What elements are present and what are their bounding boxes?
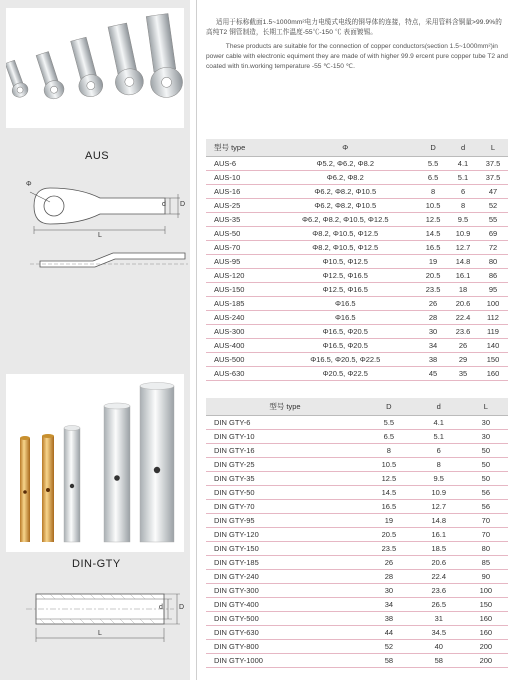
table-row [206, 212, 508, 226]
table-cell: DIN GTY-10 [206, 429, 364, 443]
table-header-cell: d [414, 398, 464, 415]
aus-lug-5 [141, 13, 184, 100]
table-cell: 23.6 [448, 324, 478, 338]
table-header-cell: d [448, 139, 478, 156]
table-cell: 9.5 [448, 212, 478, 226]
table-cell: AUS-10 [206, 170, 272, 184]
table-cell: 95 [478, 282, 508, 296]
table-cell: Φ10.5, Φ12.5 [272, 254, 418, 268]
table-cell: 35 [448, 366, 478, 380]
table-cell: DIN GTY-95 [206, 513, 364, 527]
aus-lug-2 [33, 50, 67, 101]
table-cell: 38 [364, 611, 414, 625]
dim-D-label: D [180, 201, 186, 208]
table-row [206, 338, 508, 352]
table-cell: 6.5 [364, 429, 414, 443]
table-cell: 20.6 [414, 555, 464, 569]
table-cell: Φ5.2, Φ6.2, Φ8.2 [272, 156, 418, 170]
table-cell: Φ16.5, Φ20.5, Φ22.5 [272, 352, 418, 366]
table-cell: 20.5 [364, 527, 414, 541]
aus-lug-1 [6, 59, 30, 99]
table-cell: Φ8.2, Φ10.5, Φ12.5 [272, 226, 418, 240]
table-cell: 30 [418, 324, 448, 338]
table-cell: 23.5 [418, 282, 448, 296]
table-cell: 200 [464, 639, 508, 653]
aus-lug-4 [104, 22, 146, 97]
table-cell: Φ16.5, Φ20.5 [272, 324, 418, 338]
table-row [206, 499, 508, 513]
table-cell: 19 [418, 254, 448, 268]
description-zh: 适用于标称截面1.5~1000mm²电力电缆式电线的铜导体的连接，特点，采用管料含铜量>99.9%的高纯T2 铜管制造，长期工作温度-55℃-150 ℃ 表面镀锡。 [206, 19, 502, 36]
gty-copper-2 [42, 434, 54, 542]
table-cell: 10.5 [418, 198, 448, 212]
table-cell: 119 [478, 324, 508, 338]
table-row [206, 597, 508, 611]
table-header-cell: D [364, 398, 414, 415]
table-cell: 150 [464, 597, 508, 611]
table-row [206, 471, 508, 485]
table-cell: 38 [418, 352, 448, 366]
table-cell: 72 [478, 240, 508, 254]
table-cell: 160 [478, 366, 508, 380]
table-cell: 80 [464, 541, 508, 555]
table-cell: 10.5 [364, 457, 414, 471]
gty-silver-1 [64, 426, 80, 543]
table-cell: 90 [464, 569, 508, 583]
table-cell: 14.8 [448, 254, 478, 268]
table-cell: DIN GTY-120 [206, 527, 364, 541]
table-row [206, 240, 508, 254]
table-row [206, 296, 508, 310]
table-cell: DIN GTY-800 [206, 639, 364, 653]
table-cell: 12.5 [418, 212, 448, 226]
table-row [206, 569, 508, 583]
table-cell: 8 [414, 457, 464, 471]
table-cell: DIN GTY-185 [206, 555, 364, 569]
table-cell: 22.4 [448, 310, 478, 324]
table-cell: 5.1 [414, 429, 464, 443]
table-cell: 52 [478, 198, 508, 212]
table-cell: Φ12.5, Φ16.5 [272, 282, 418, 296]
table-cell: 16.5 [418, 240, 448, 254]
table-cell: 4.1 [414, 415, 464, 429]
table-cell: Φ6.2, Φ8.2, Φ10.5 [272, 184, 418, 198]
table-cell: 19 [364, 513, 414, 527]
table-cell: DIN GTY-400 [206, 597, 364, 611]
gty-dim-d-label: d [159, 604, 163, 611]
table-cell: 26 [364, 555, 414, 569]
gty-silver-3 [140, 383, 174, 543]
dim-d-label: d [162, 201, 166, 208]
table-cell: 26.5 [414, 597, 464, 611]
table-row [206, 352, 508, 366]
table-cell: DIN GTY-50 [206, 485, 364, 499]
table-row [206, 198, 508, 212]
table-cell: 23.5 [364, 541, 414, 555]
table-cell: 37.5 [478, 156, 508, 170]
table-cell: DIN GTY-16 [206, 443, 364, 457]
table-cell: Φ6.2, Φ8.2 [272, 170, 418, 184]
table-cell: 200 [464, 653, 508, 667]
din-gty-spec-table [206, 398, 508, 668]
table-row [206, 457, 508, 471]
table-cell: AUS-185 [206, 296, 272, 310]
table-cell: AUS-630 [206, 366, 272, 380]
table-cell: 18.5 [414, 541, 464, 555]
table-row [206, 653, 508, 667]
table-cell: 23.6 [414, 583, 464, 597]
table-cell: 16.5 [364, 499, 414, 513]
table-cell: DIN GTY-300 [206, 583, 364, 597]
table-row [206, 541, 508, 555]
table-row [206, 310, 508, 324]
table-cell: AUS-400 [206, 338, 272, 352]
table-cell: DIN GTY-35 [206, 471, 364, 485]
table-cell: 100 [478, 296, 508, 310]
table-cell: 31 [414, 611, 464, 625]
table-cell: 37.5 [478, 170, 508, 184]
table-cell: Φ6.2, Φ8.2, Φ10.5, Φ12.5 [272, 212, 418, 226]
table-cell: 56 [464, 499, 508, 513]
aus-spec-table [206, 139, 508, 381]
table-cell: 16.1 [414, 527, 464, 541]
table-header-cell: D [418, 139, 448, 156]
table-row [206, 443, 508, 457]
table-cell: 6.5 [418, 170, 448, 184]
table-row [206, 226, 508, 240]
table-cell: Φ12.5, Φ16.5 [272, 268, 418, 282]
table-cell: AUS-6 [206, 156, 272, 170]
table-cell: 8 [364, 443, 414, 457]
table-header-cell: 型号 type [206, 139, 272, 156]
table-cell: 70 [464, 527, 508, 541]
table-row [206, 583, 508, 597]
table-cell: DIN GTY-1000 [206, 653, 364, 667]
table-cell: 56 [464, 485, 508, 499]
table-cell: 12.7 [448, 240, 478, 254]
aus-lugs-photo [6, 8, 184, 128]
table-cell: 5.5 [364, 415, 414, 429]
table-cell: Φ6.2, Φ8.2, Φ10.5 [272, 198, 418, 212]
table-cell: AUS-240 [206, 310, 272, 324]
table-cell: AUS-16 [206, 184, 272, 198]
table-cell: 80 [478, 254, 508, 268]
gty-dim-L-label: L [98, 630, 102, 637]
table-row [206, 268, 508, 282]
table-cell: 44 [364, 625, 414, 639]
table-cell: 22.4 [414, 569, 464, 583]
table-cell: 69 [478, 226, 508, 240]
aus-lug-3 [67, 36, 105, 99]
table-cell: 16.1 [448, 268, 478, 282]
table-cell: AUS-300 [206, 324, 272, 338]
table-cell: DIN GTY-240 [206, 569, 364, 583]
table-cell: 12.7 [414, 499, 464, 513]
table-cell: 30 [464, 429, 508, 443]
table-cell: Φ16.5 [272, 310, 418, 324]
table-row [206, 527, 508, 541]
table-row [206, 156, 508, 170]
din-gty-diagram [20, 588, 190, 653]
product-description [206, 18, 508, 72]
table-cell: 26 [448, 338, 478, 352]
table-cell: AUS-150 [206, 282, 272, 296]
table-cell: 10.9 [414, 485, 464, 499]
table-cell: 20.5 [418, 268, 448, 282]
table-cell: 86 [478, 268, 508, 282]
table-cell: 5.1 [448, 170, 478, 184]
table-cell: 52 [364, 639, 414, 653]
table-row [206, 415, 508, 429]
dim-L-label: L [98, 232, 102, 239]
table-cell: 18 [448, 282, 478, 296]
table-cell: 4.1 [448, 156, 478, 170]
table-row [206, 429, 508, 443]
table-cell: 6 [448, 184, 478, 198]
table-cell: Φ8.2, Φ10.5, Φ12.5 [272, 240, 418, 254]
aus-caption: AUS [85, 150, 110, 162]
table-cell: AUS-25 [206, 198, 272, 212]
table-cell: 58 [364, 653, 414, 667]
table-row [206, 282, 508, 296]
table-row [206, 513, 508, 527]
table-row [206, 254, 508, 268]
table-cell: Φ16.5 [272, 296, 418, 310]
table-cell: DIN GTY-150 [206, 541, 364, 555]
table-row [206, 611, 508, 625]
table-cell: 12.5 [364, 471, 414, 485]
table-cell: AUS-50 [206, 226, 272, 240]
table-cell: 29 [448, 352, 478, 366]
table-cell: 28 [364, 569, 414, 583]
table-cell: DIN GTY-630 [206, 625, 364, 639]
table-cell: 70 [464, 513, 508, 527]
table-cell: 58 [414, 653, 464, 667]
table-cell: 150 [478, 352, 508, 366]
column-divider [196, 0, 197, 680]
table-cell: DIN GTY-6 [206, 415, 364, 429]
table-header-cell: 型号 type [206, 398, 364, 415]
din-gty-photo [6, 374, 184, 552]
table-cell: 34 [364, 597, 414, 611]
table-cell: 14.8 [414, 513, 464, 527]
table-row [206, 639, 508, 653]
table-cell: Φ20.5, Φ22.5 [272, 366, 418, 380]
gty-copper-1 [20, 436, 30, 542]
table-row [206, 170, 508, 184]
table-cell: 28 [418, 310, 448, 324]
table-header-cell: L [478, 139, 508, 156]
table-header-cell: Φ [272, 139, 418, 156]
table-cell: DIN GTY-500 [206, 611, 364, 625]
table-cell: AUS-35 [206, 212, 272, 226]
table-cell: 55 [478, 212, 508, 226]
table-cell: 34 [418, 338, 448, 352]
table-cell: 6 [414, 443, 464, 457]
table-cell: AUS-95 [206, 254, 272, 268]
din-gty-caption: DIN-GTY [72, 558, 121, 570]
table-row [206, 485, 508, 499]
table-cell: 47 [478, 184, 508, 198]
table-cell: 8 [448, 198, 478, 212]
dim-phi-label: Φ [26, 181, 32, 188]
table-row [206, 625, 508, 639]
table-cell: 5.5 [418, 156, 448, 170]
table-cell: 30 [464, 415, 508, 429]
table-cell: 20.6 [448, 296, 478, 310]
table-cell: 26 [418, 296, 448, 310]
table-cell: 10.9 [448, 226, 478, 240]
table-cell: AUS-500 [206, 352, 272, 366]
table-cell: 85 [464, 555, 508, 569]
table-cell: 100 [464, 583, 508, 597]
table-cell: 140 [478, 338, 508, 352]
table-row [206, 555, 508, 569]
table-cell: DIN GTY-70 [206, 499, 364, 513]
table-cell: 50 [464, 443, 508, 457]
table-cell: 160 [464, 625, 508, 639]
aus-top-diagram [20, 180, 190, 245]
table-cell: Φ16.5, Φ20.5 [272, 338, 418, 352]
table-row [206, 184, 508, 198]
gty-silver-2 [104, 403, 130, 542]
table-cell: 8 [418, 184, 448, 198]
table-cell: 34.5 [414, 625, 464, 639]
table-cell: AUS-120 [206, 268, 272, 282]
gty-dim-D-label: D [179, 604, 185, 611]
table-cell: AUS-70 [206, 240, 272, 254]
table-cell: 112 [478, 310, 508, 324]
table-cell: 14.5 [418, 226, 448, 240]
table-cell: 160 [464, 611, 508, 625]
table-cell: 40 [414, 639, 464, 653]
table-row [206, 324, 508, 338]
aus-side-diagram [20, 245, 190, 280]
table-header-cell: L [464, 398, 508, 415]
table-cell: 50 [464, 457, 508, 471]
table-cell: 14.5 [364, 485, 414, 499]
description-en: These products are suitable for the connection of copper conductors(section 1.5~1000mm²)in power cable with electronic equiment they are made of with higher 99.9 ercent pure copper tube T2 and coated with tin.working temperature -55 ℃-150 ℃. [206, 43, 508, 70]
table-cell: 45 [418, 366, 448, 380]
table-cell: 50 [464, 471, 508, 485]
table-row [206, 366, 508, 380]
table-cell: DIN GTY-25 [206, 457, 364, 471]
table-cell: 30 [364, 583, 414, 597]
table-cell: 9.5 [414, 471, 464, 485]
